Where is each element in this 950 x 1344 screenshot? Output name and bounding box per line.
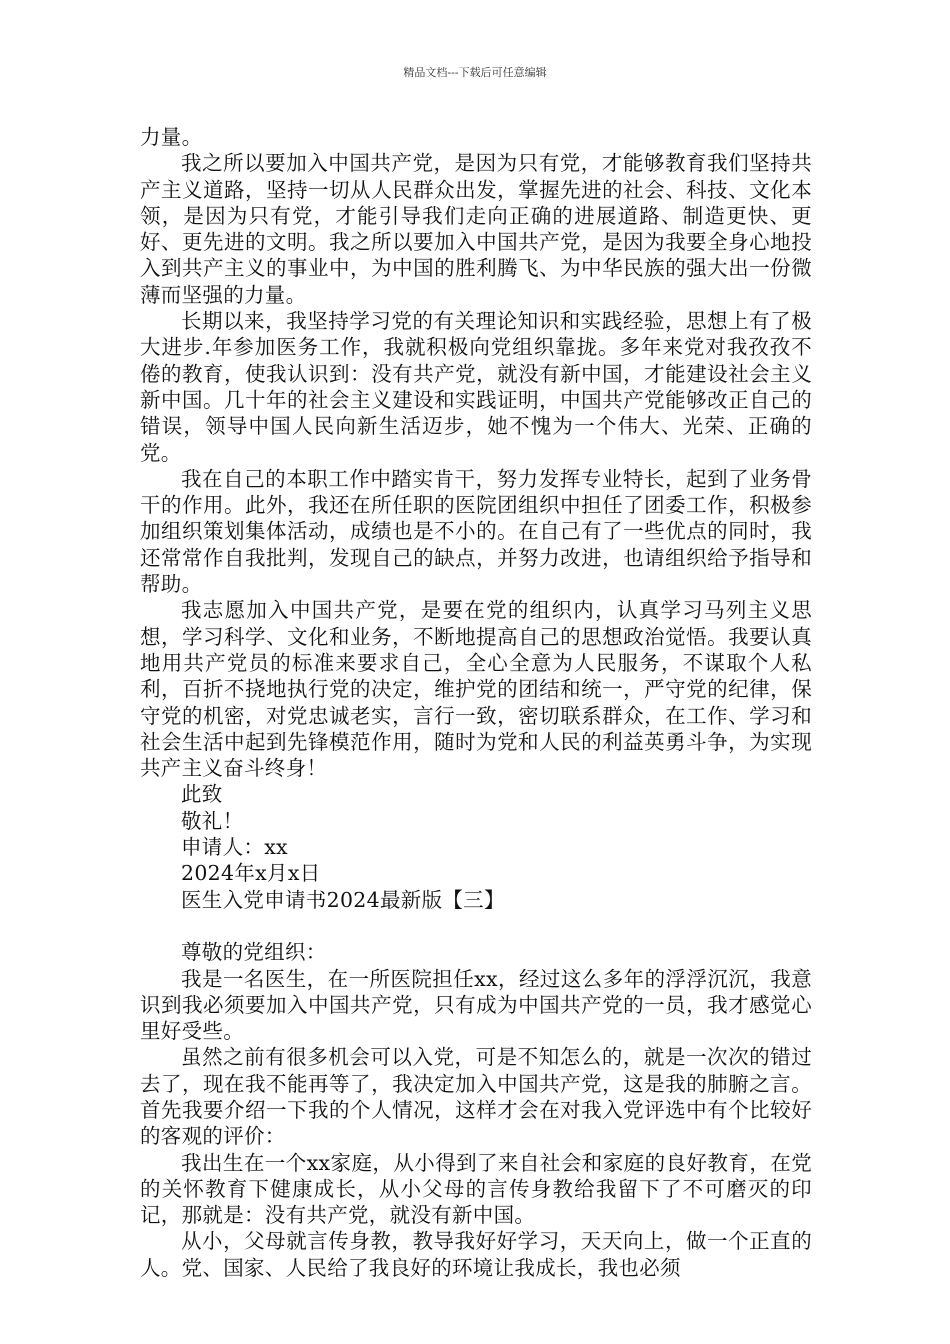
- paragraph-decision: 虽然之前有很多机会可以入党，可是不知怎么的，就是一次次的错过去了，现在我不能再等了，我决定加入中国共产党，这是我的肺腑之言。首先我要介绍一下我的个人情况，这样才会在对我入党评选中有个比较好的客观的评价：: [140, 1045, 812, 1149]
- applicant-signature: 申请人：xx: [181, 835, 288, 860]
- paragraph-pledge: 我志愿加入中国共产党，是要在党的组织内，认真学习马列主义思想，学习科学、文化和业务，不断地提高自己的思想政治觉悟。我要认真地用共产党员的标准来要求自己，全心全意为人民服务，不谋取个人私利，百折不挠地执行党的决定，维护党的团结和统一，严守党的纪律，保守党的机密，对党忠诚老实，言行一致，密切联系群众，在工作、学习和社会生活中起到先锋模范作用，随时为党和人民的利益英勇斗争，为实现共产主义奋斗终身！: [140, 598, 812, 781]
- closing-salutation: 此致: [181, 782, 223, 807]
- blank-line: [140, 913, 812, 939]
- application-date: 2024年x月x日: [181, 861, 321, 886]
- paragraph-learning: 长期以来，我坚持学习党的有关理论知识和实践经验，思想上有了极大进步.年参加医务工作，我就积极向党组织靠拢。多年来党对我孜孜不倦的教育，使我认识到：没有共产党，就没有新中国，才能建设社会主义新中国。几十年的社会主义建设和实践证明，中国共产党能够改正自己的错误，领导中国人民向新生活迈步，她不愧为一个伟大、光荣、正确的党。: [140, 309, 812, 465]
- section-title: 医生入党申请书2024最新版【三】: [181, 887, 505, 912]
- paragraph-work: 我在自己的本职工作中踏实肯干，努力发挥专业特长，起到了业务骨干的作用。此外，我还在所任职的医院团组织中担任了团委工作，积极参加组织策划集体活动，成绩也是不小的。在自己有了一些优点的同时，我还常常作自我批判，发现自己的缺点，并努力改进，也请组织给予指导和帮助。: [140, 466, 812, 597]
- paragraph-reason: 我之所以要加入中国共产党，是因为只有党，才能够教育我们坚持共产主义道路，坚持一切从人民群众出发，掌握先进的社会、科技、文化本领，是因为只有党，才能引导我们走向正确的进展道路、制造更快、更好、更先进的文明。我之所以要加入中国共产党，是因为我要全身心地投入到共产主义的事业中，为中国的胜利腾飞、为中华民族的强大出一份微薄而坚强的力量。: [140, 151, 812, 307]
- paragraph-background: 我出生在一个xx家庭，从小得到了来自社会和家庭的良好教育，在党的关怀教育下健康成长，从小父母的言传身教给我留下了不可磨灭的印记，那就是：没有共产党，就没有新中国。: [140, 1150, 812, 1228]
- paragraph-upbringing: 从小，父母就言传身教，教导我好好学习，天天向上，做一个正直的人。党、国家、人民给了我良好的环境让我成长，我也必须: [140, 1229, 812, 1280]
- paragraph-intro: 我是一名医生，在一所医院担任xx，经过这么多年的浮浮沉沉，我意识到我必须要加入中国共产党，只有成为中国共产党的一员，我才感觉心里好受些。: [140, 966, 812, 1044]
- page-header: 精品文档---下载后可任意编辑: [403, 66, 547, 79]
- closing-respect: 敬礼！: [181, 808, 244, 833]
- paragraph-continued: 力量。: [140, 125, 203, 149]
- document-body: [140, 124, 812, 1281]
- greeting: 尊敬的党组织：: [181, 940, 327, 965]
